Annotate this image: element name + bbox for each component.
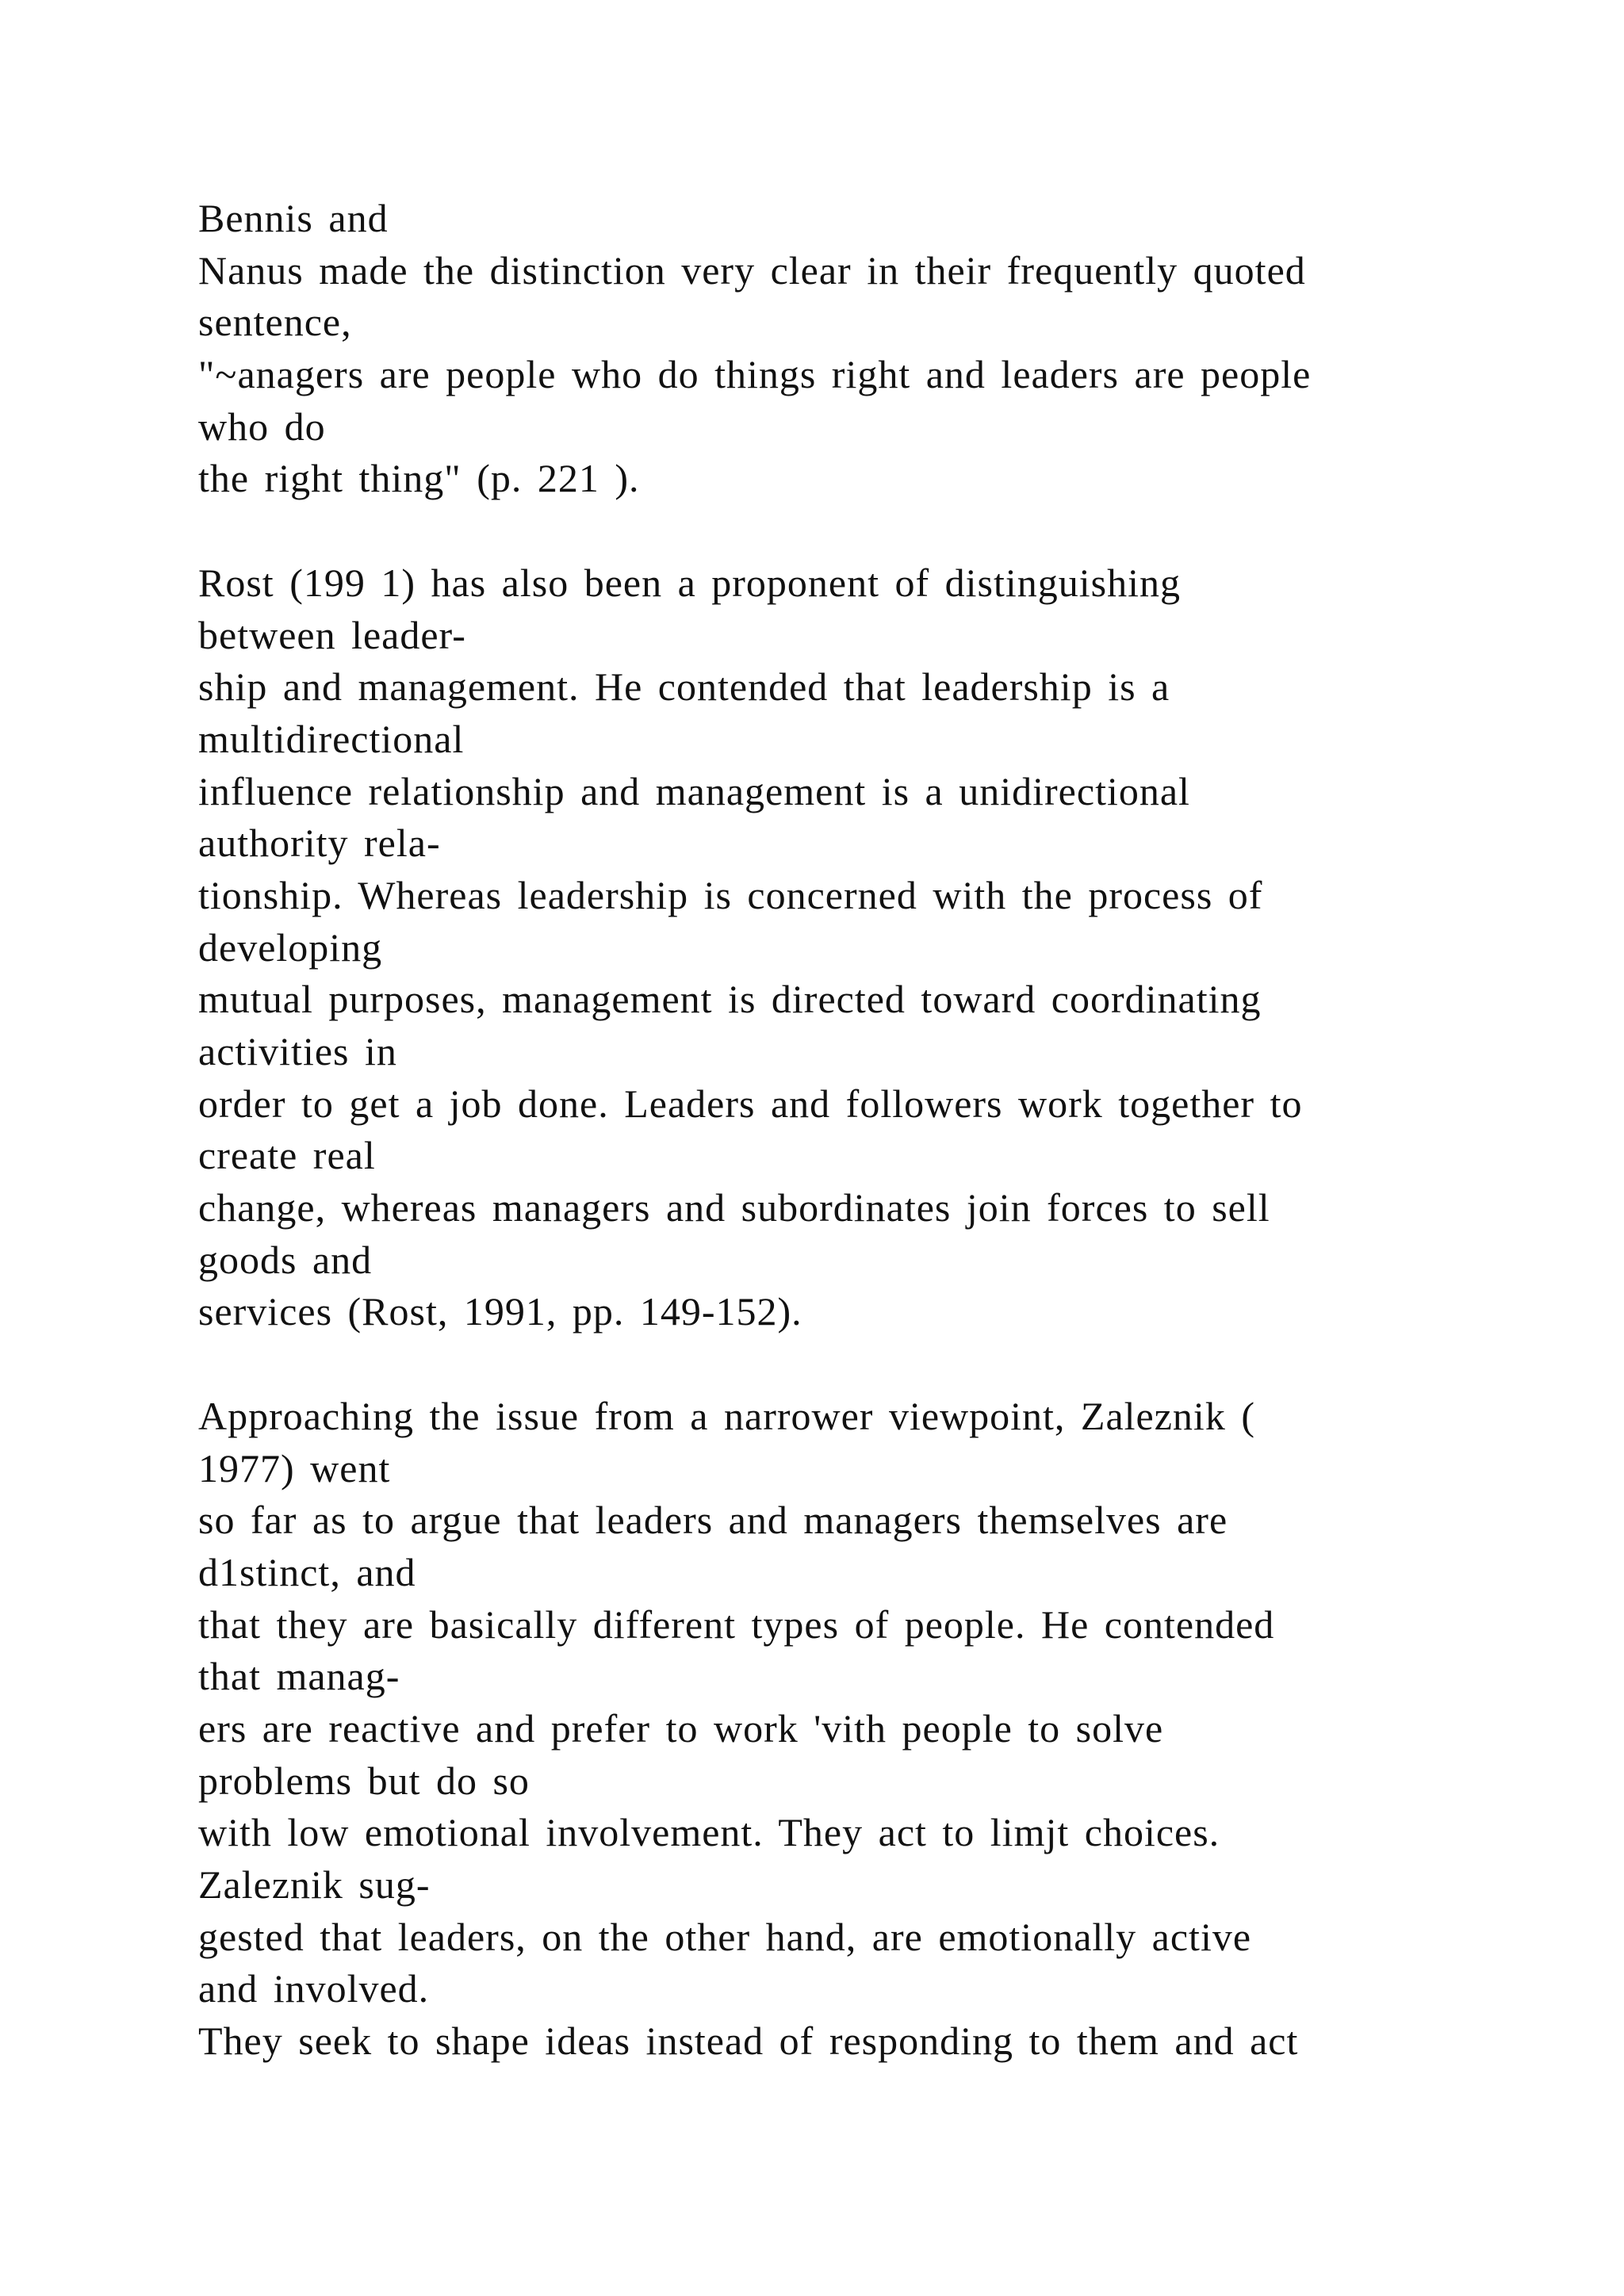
text-line: who do	[198, 404, 326, 449]
text-line: multidirectional	[198, 716, 465, 761]
text-line: the right thing" (p. 221 ).	[198, 456, 640, 501]
text-line: influence relationship and management is a unidirectional	[198, 768, 1190, 813]
text-line: services (Rost, 1991, pp. 149-152).	[198, 1289, 802, 1334]
text-line: that manag-	[198, 1654, 400, 1699]
text-line: Approaching the issue from a narrower viewpoint, Zaleznik (	[198, 1393, 1255, 1438]
text-line: with low emotional involvement. They act to limjt choices.	[198, 1810, 1220, 1855]
text-line: Bennis and	[198, 196, 389, 240]
text-line: "~anagers are people who do things right and leaders are people	[198, 352, 1312, 397]
text-line: create real	[198, 1133, 376, 1178]
text-line: and involved.	[198, 1966, 430, 2011]
text-line: that they are basically different types of people. He contended	[198, 1601, 1275, 1647]
blank-line	[198, 1338, 1499, 1391]
text-line: ship and management. He contended that leadership is a	[198, 664, 1170, 710]
text-line: change, whereas managers and subordinates join forces to sell	[198, 1185, 1270, 1230]
text-line: d1stinct, and	[198, 1549, 416, 1594]
text-line: 1977) went	[198, 1445, 391, 1490]
blank-line	[198, 505, 1499, 557]
text-line: between leader-	[198, 612, 466, 657]
text-line: activities in	[198, 1029, 397, 1073]
text-line: authority rela-	[198, 821, 441, 866]
text-line: Rost (199 1) has also been a proponent of distinguishing	[198, 560, 1182, 605]
text-line: Nanus made the distinction very clear in their frequently quoted	[198, 247, 1306, 293]
text-line: They seek to shape ideas instead of responding to them and act	[198, 2019, 1299, 2064]
text-line: ers are reactive and prefer to work 'vith people to solve	[198, 1705, 1164, 1751]
text-line: tionship. Whereas leadership is concerned with the process of	[198, 872, 1263, 917]
text-line: order to get a job done. Leaders and followers work together to	[198, 1081, 1303, 1126]
text-line: mutual purposes, management is directed toward coordinating	[198, 977, 1262, 1022]
text-line: gested that leaders, on the other hand, are emotionally active	[198, 1914, 1252, 1959]
text-line: developing	[198, 924, 383, 970]
text-line: Zaleznik sug-	[198, 1862, 431, 1907]
text-line: goods and	[198, 1237, 373, 1282]
text-line: sentence,	[198, 300, 352, 345]
document-body	[198, 193, 1499, 2068]
text-line: problems but do so	[198, 1758, 530, 1803]
text-line: so far as to argue that leaders and managers themselves are	[198, 1498, 1228, 1543]
